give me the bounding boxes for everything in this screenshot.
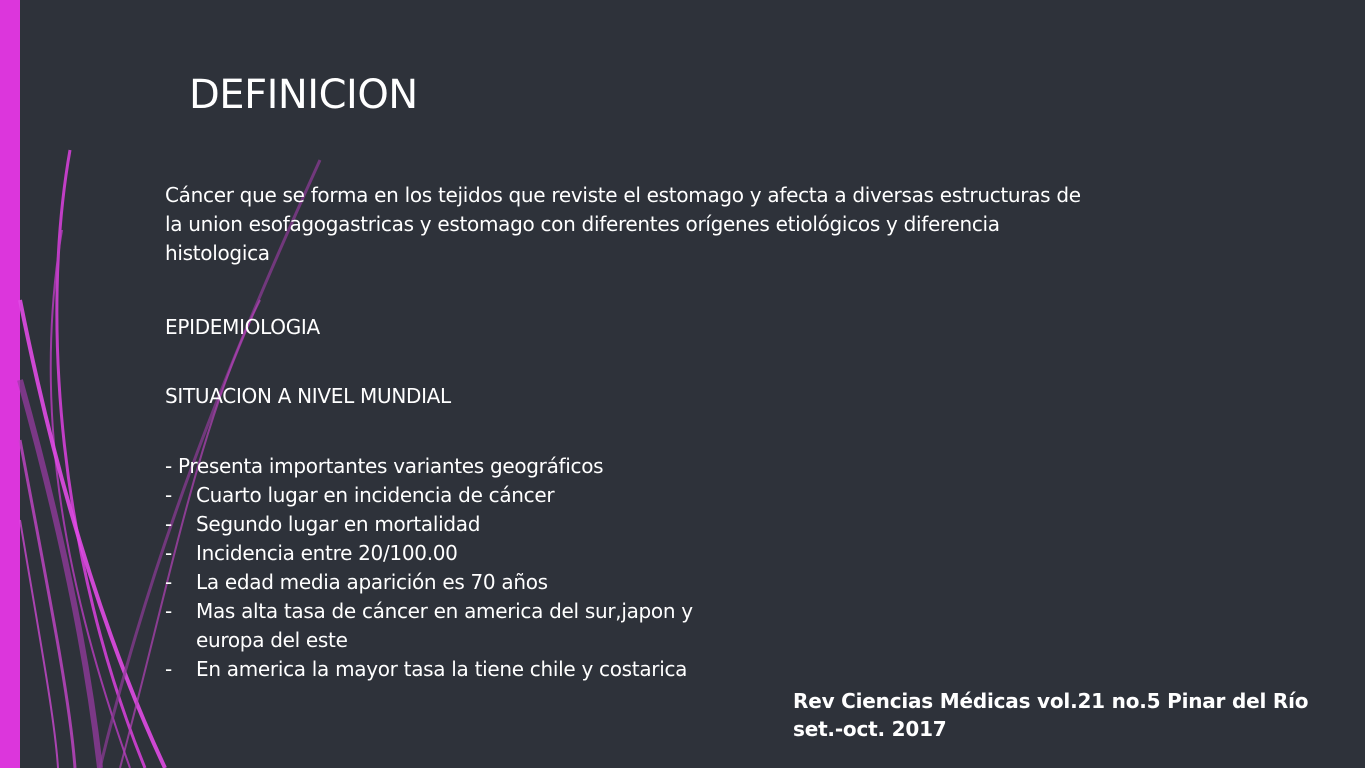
first-point: - Presenta importantes variantes geográficos — [165, 454, 604, 478]
bullet-marker: - — [165, 570, 172, 594]
bullet-marker: - — [165, 483, 172, 507]
list-item — [165, 481, 725, 510]
list-item-text: Mas alta tasa de cáncer en america del sur,japon y europa del este — [196, 599, 693, 652]
list-item-text: Segundo lugar en mortalidad — [196, 512, 481, 536]
epidemiology-list — [165, 481, 725, 684]
list-item — [165, 655, 725, 684]
epidemiology-heading: EPIDEMIOLOGIA — [165, 315, 320, 339]
list-item — [165, 597, 725, 655]
reference-citation: Rev Ciencias Médicas vol.21 no.5 Pinar del Río set.-oct. 2017 — [793, 689, 1309, 741]
list-item-text: Incidencia entre 20/100.00 — [196, 541, 458, 565]
definition-text: Cáncer que se forma en los tejidos que reviste el estomago y afecta a diversas estructuras de la union esofagogastricas y estomago con diferentes orígenes etiológicos y diferencia histologica — [165, 183, 1081, 265]
list-item — [165, 510, 725, 539]
bullet-marker: - — [165, 599, 172, 623]
bullet-marker: - — [165, 657, 172, 681]
world-situation-heading: SITUACION A NIVEL MUNDIAL — [165, 384, 451, 408]
bullet-marker: - — [165, 541, 172, 565]
list-item — [165, 568, 725, 597]
list-item-text: La edad media aparición es 70 años — [196, 570, 548, 594]
slide-title: DEFINICION — [189, 72, 418, 118]
bullet-marker: - — [165, 512, 172, 536]
list-item-text: En america la mayor tasa la tiene chile y costarica — [196, 657, 688, 681]
list-item — [165, 539, 725, 568]
list-item-text: Cuarto lugar en incidencia de cáncer — [196, 483, 555, 507]
